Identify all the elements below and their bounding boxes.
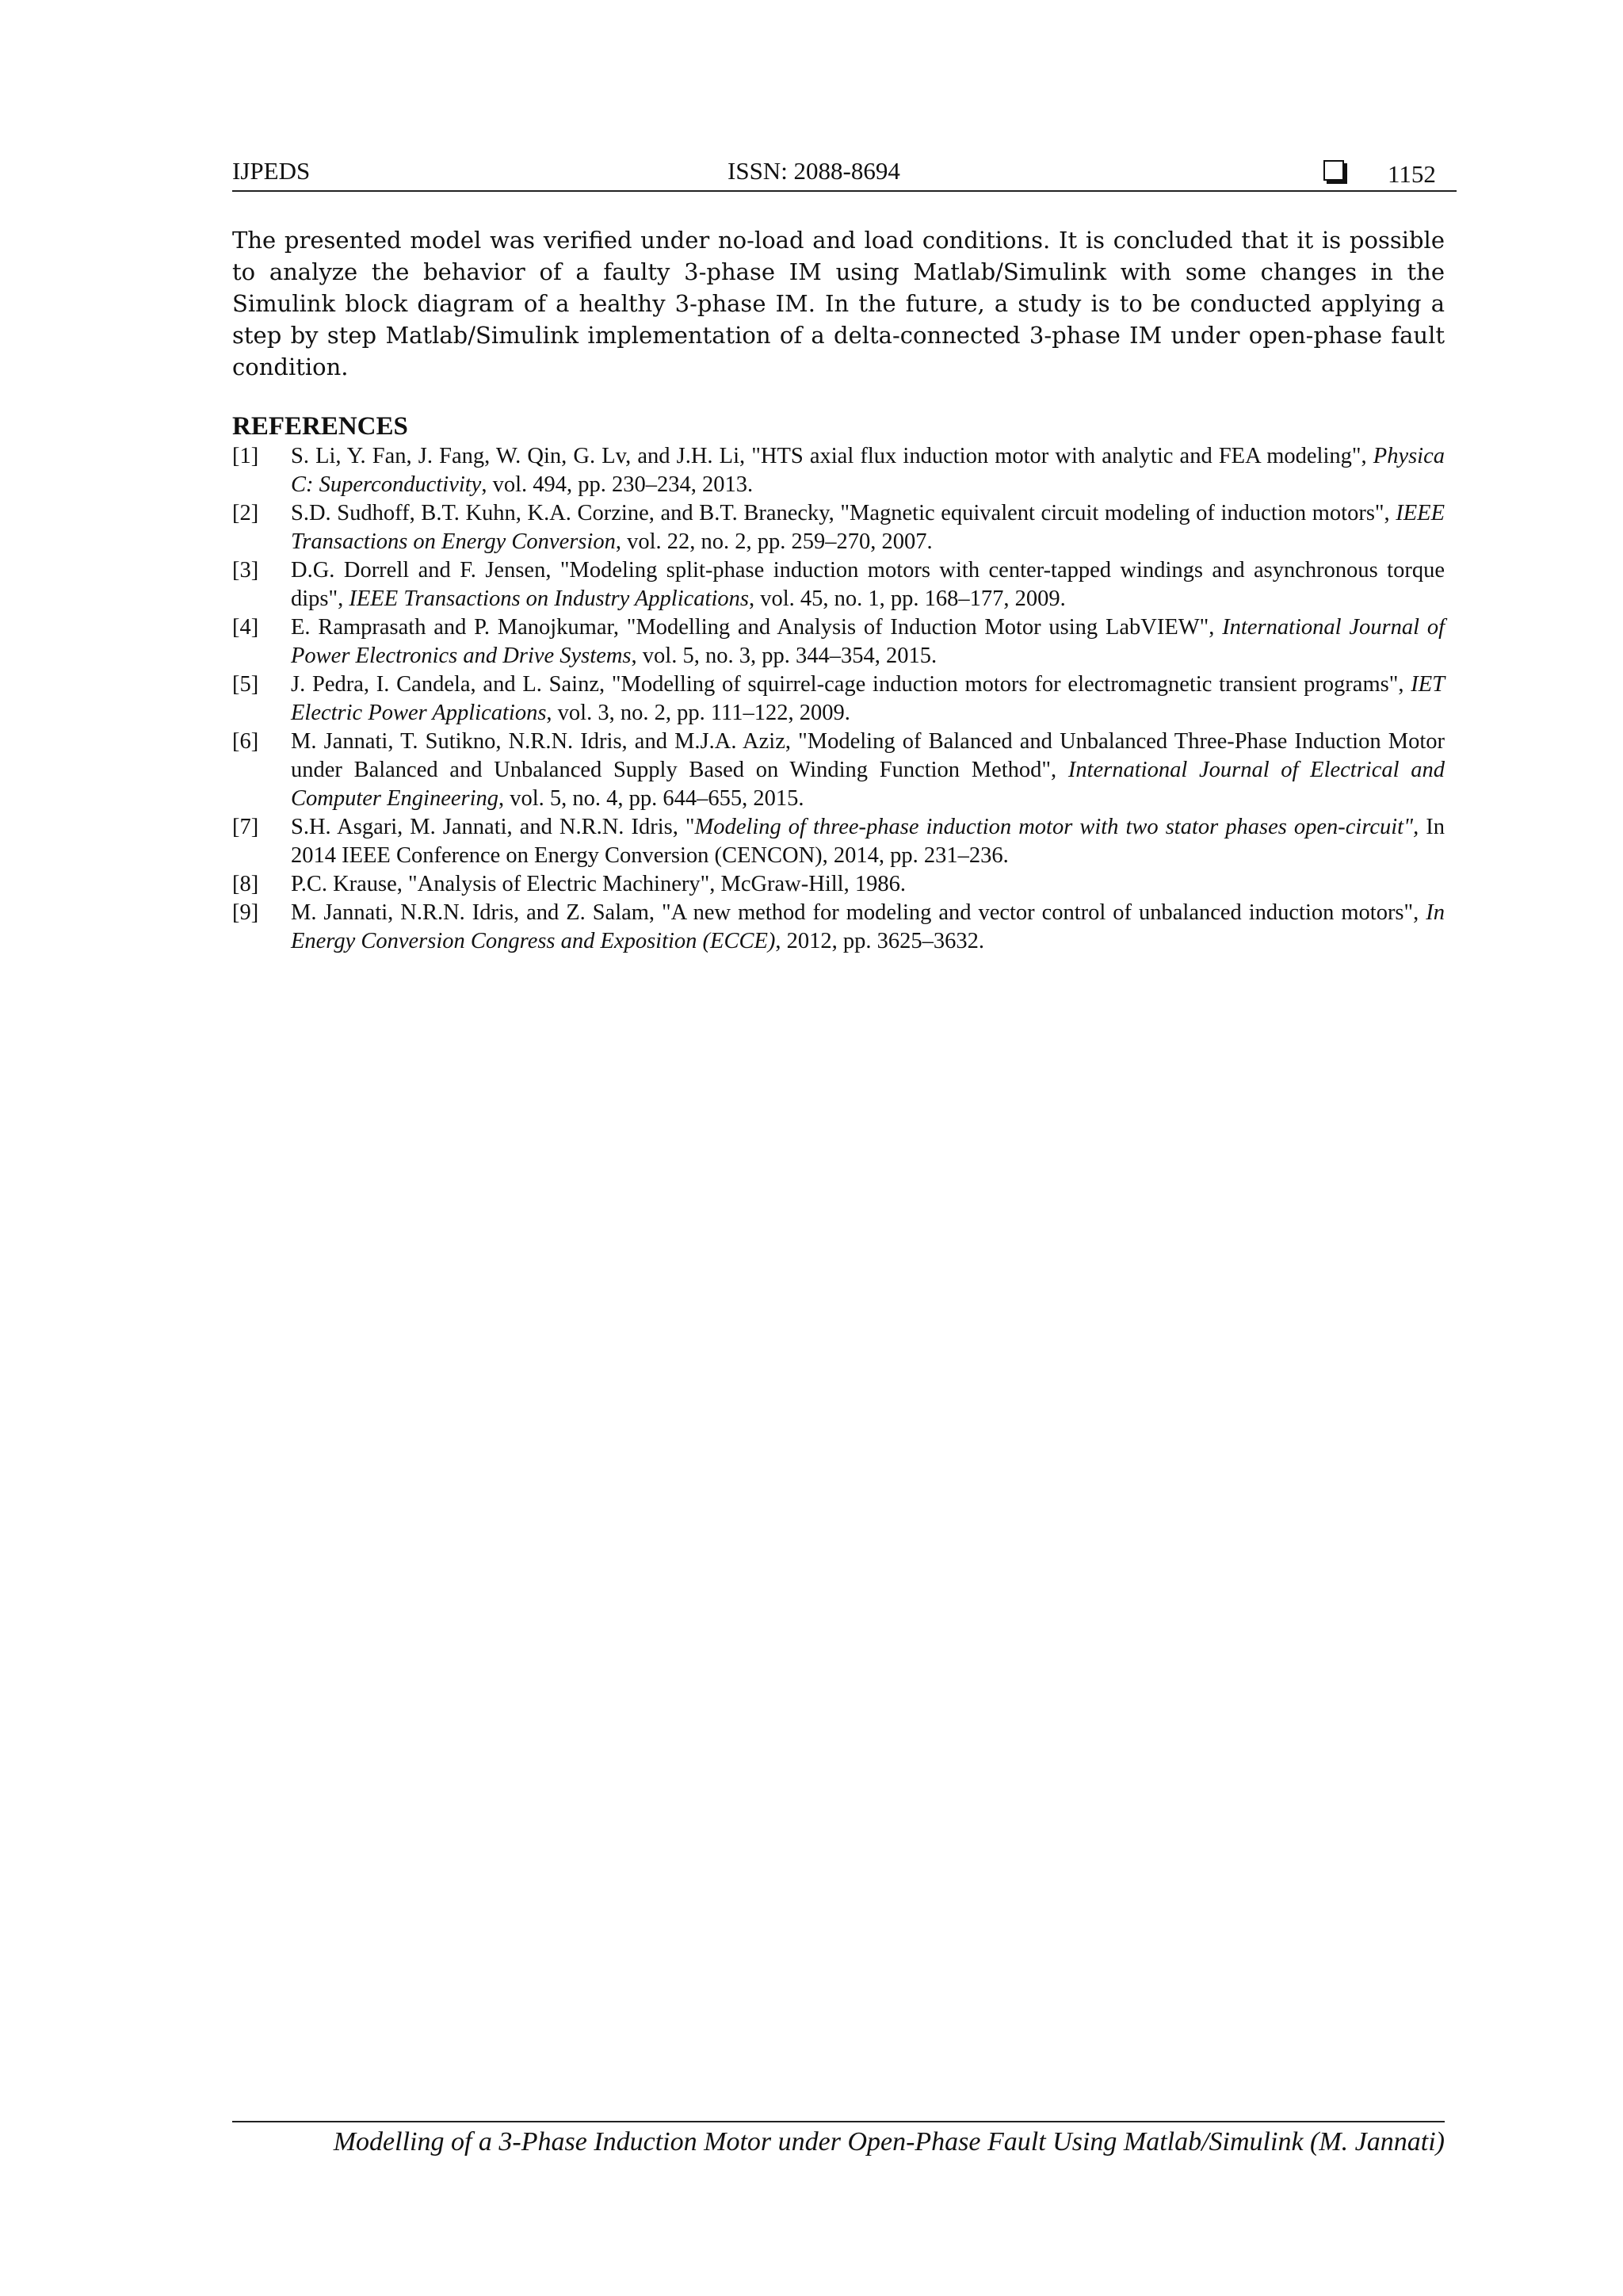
reference-text: S.H. Asgari, M. Jannati, and N.R.N. Idris, "Modeling of three-phase induction motor with two stator phases open-circuit", In 2014 IEEE Conference on Energy Conversion (CENCON), 2014, pp. 231–236. (291, 815, 1445, 868)
reference-number: [6] (232, 729, 259, 754)
conclusion-paragraph: The presented model was verified under no-load and load conditions. It is concluded that it is possible to analyze the behavior of a faulty 3-phase IM using Matlab/Simulink with some changes in the Simulink block diagram of a healthy 3-phase IM. In the future, a study is to be conducted applying a step by step Matlab/Simulink implementation of a delta-connected 3-phase IM under open-phase fault condition. (232, 227, 1445, 380)
reference-number: [5] (232, 672, 259, 697)
reference-number: [2] (232, 501, 259, 525)
reference-text: M. Jannati, N.R.N. Idris, and Z. Salam, "A new method for modeling and vector control of unbalanced induction motors", In Energy Conversion Congress and Exposition (ECCE), 2012, pp. 3625–3632. (291, 900, 1445, 953)
footer-rule (232, 2121, 1445, 2122)
reference-list (232, 442, 1445, 956)
page-number: 1152 (1388, 160, 1436, 188)
reference-item (232, 899, 1445, 956)
reference-item (232, 613, 1445, 670)
reference-number: [7] (232, 815, 259, 839)
reference-item (232, 556, 1445, 613)
references-heading: REFERENCES (232, 412, 408, 441)
reference-text: S. Li, Y. Fan, J. Fang, W. Qin, G. Lv, and J.H. Li, "HTS axial flux induction motor with analytic and FEA modeling", Physica C: Superconductivity, vol. 494, pp. 230–234, 2013. (291, 444, 1445, 497)
square-shadow-icon (1323, 160, 1344, 181)
reference-item (232, 870, 1445, 899)
reference-item (232, 728, 1445, 813)
reference-item (232, 442, 1445, 499)
reference-number: [3] (232, 558, 259, 583)
reference-number: [1] (232, 444, 259, 468)
reference-text: D.G. Dorrell and F. Jensen, "Modeling split-phase induction motors with center-tapped windings and asynchronous torque dips", IEEE Transactions on Industry Applications, vol. 45, no. 1, pp. 168–177, 2009. (291, 558, 1445, 611)
page-header (232, 154, 1457, 192)
issn-label: ISSN: 2088-8694 (727, 157, 900, 185)
reference-text: S.D. Sudhoff, B.T. Kuhn, K.A. Corzine, and B.T. Branecky, "Magnetic equivalent circuit modeling of induction motors", IEEE Transactions on Energy Conversion, vol. 22, no. 2, pp. 259–270, 2007. (291, 501, 1445, 554)
reference-text: E. Ramprasath and P. Manojkumar, "Modelling and Analysis of Induction Motor using LabVIEW", International Journal of Power Electronics and Drive Systems, vol. 5, no. 3, pp. 344–354, 2015. (291, 615, 1445, 668)
reference-item (232, 670, 1445, 728)
reference-item (232, 499, 1445, 556)
reference-number: [9] (232, 900, 259, 925)
reference-number: [8] (232, 872, 259, 896)
reference-number: [4] (232, 615, 259, 640)
reference-item (232, 813, 1445, 870)
reference-text: J. Pedra, I. Candela, and L. Sainz, "Modelling of squirrel-cage induction motors for electromagnetic transient programs", IET Electric Power Applications, vol. 3, no. 2, pp. 111–122, 2009. (291, 672, 1445, 725)
reference-text: M. Jannati, T. Sutikno, N.R.N. Idris, and M.J.A. Aziz, "Modeling of Balanced and Unbalanced Three-Phase Induction Motor under Balanced and Unbalanced Supply Based on Winding Function Method", International Journal of Electrical and Computer Engineering, vol. 5, no. 4, pp. 644–655, 2015. (291, 729, 1445, 811)
journal-name: IJPEDS (232, 157, 311, 185)
running-footer: Modelling of a 3-Phase Induction Motor under Open-Phase Fault Using Matlab/Simulink (M. Jannati) (333, 2127, 1445, 2157)
reference-text: P.C. Krause, "Analysis of Electric Machinery", McGraw-Hill, 1986. (291, 872, 906, 896)
